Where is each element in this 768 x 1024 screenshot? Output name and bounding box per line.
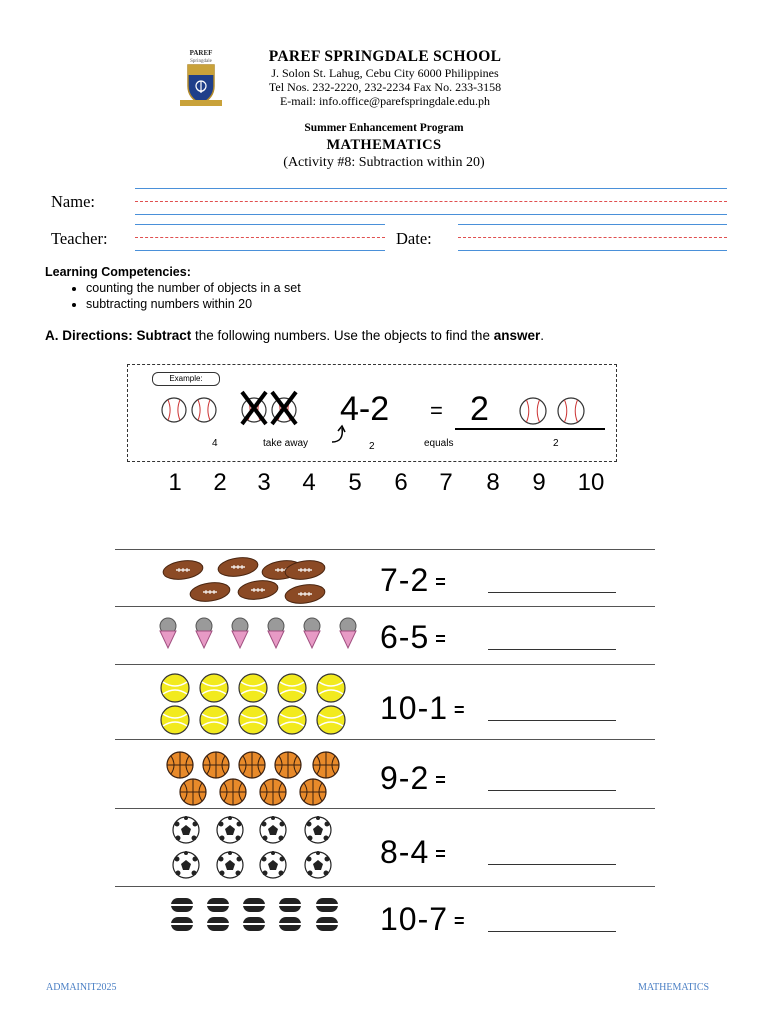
exercise-equation-wrap: [380, 690, 466, 727]
number-line-item: 1: [168, 469, 182, 496]
example-answer-line: [455, 428, 605, 430]
example-label-2-result: 2: [553, 438, 559, 449]
teacher-field[interactable]: [135, 237, 385, 238]
example-equation: 4-2: [340, 390, 390, 428]
exercise-equation: 10-7: [380, 901, 449, 937]
example-label-2: 2: [369, 441, 375, 452]
exercise-equals-sign: =: [435, 844, 447, 865]
exercise-equals-sign: =: [454, 700, 466, 721]
exercise-equals-sign: =: [435, 572, 447, 593]
answer-blank[interactable]: [488, 931, 616, 932]
example-tag: Example:: [152, 372, 220, 386]
exercise-equals-sign: =: [435, 629, 447, 650]
program-title: Summer Enhancement Program: [304, 122, 464, 134]
exercise-equation: 9-2: [380, 760, 430, 796]
exercise-equation-wrap: [380, 901, 466, 938]
exercise-equation: 10-1: [380, 690, 449, 726]
take-away-arrow-icon: [330, 424, 350, 446]
competencies-title: Learning Competencies:: [45, 265, 191, 279]
teacher-label: Teacher:: [51, 229, 108, 248]
name-label: Name:: [51, 192, 95, 211]
exercise-equation-wrap: [380, 562, 447, 599]
footer-code: ADMAINIT2025: [46, 982, 117, 993]
competency-item: • counting the number of objects in a set: [86, 280, 301, 296]
exercise-equation-wrap: [380, 619, 447, 656]
date-line-top: [458, 224, 727, 225]
exercise-equation: 8-4: [380, 834, 430, 870]
school-name: PAREF SPRINGDALE SCHOOL: [268, 48, 502, 65]
teacher-line-bottom: [135, 250, 385, 251]
number-line-item: 9: [532, 469, 546, 496]
name-field[interactable]: [135, 201, 727, 202]
directions-text: [45, 328, 544, 343]
name-line-top: [135, 188, 727, 189]
date-label: Date:: [396, 229, 432, 248]
number-line-item: 4: [302, 469, 316, 496]
exercise-equation: 7-2: [380, 562, 430, 598]
number-line-item: 7: [439, 469, 453, 496]
exercise-equals-sign: =: [454, 911, 466, 932]
school-email: E-mail: info.office@parefspringdale.edu.ph: [279, 94, 491, 108]
number-line-item: 8: [486, 469, 500, 496]
footer-subject: MATHEMATICS: [638, 982, 710, 993]
competencies-list: [66, 280, 301, 312]
example-result: 2: [470, 390, 489, 428]
answer-blank[interactable]: [488, 720, 616, 721]
answer-blank[interactable]: [488, 649, 616, 650]
answer-blank[interactable]: [488, 790, 616, 791]
example-result-baseballs: [515, 394, 595, 428]
competency-item: • subtracting numbers within 20: [86, 296, 301, 312]
date-field[interactable]: [458, 237, 727, 238]
number-line-item: 10: [577, 469, 605, 496]
example-label-equals: equals: [424, 438, 454, 449]
answer-blank[interactable]: [488, 864, 616, 865]
date-line-bottom: [458, 250, 727, 251]
directions-answer-word: answer: [493, 328, 541, 343]
name-line-bottom: [135, 214, 727, 215]
example-equals-sign: =: [430, 398, 443, 423]
number-line-item: 6: [394, 469, 408, 496]
exercise-equation: 6-5: [380, 619, 430, 655]
exercise-equation-wrap: [380, 760, 447, 797]
school-telephone: Tel Nos. 232-2220, 232-2234 Fax No. 233-3158: [268, 80, 502, 94]
example-baseballs: [160, 386, 310, 430]
number-line-item: 3: [257, 469, 271, 496]
svg-text:PAREF: PAREF: [189, 49, 213, 57]
subject-title: MATHEMATICS: [326, 137, 442, 153]
exercise-equals-sign: =: [435, 770, 447, 791]
activity-title: (Activity #8: Subtraction within 20): [283, 155, 485, 170]
example-label-4: 4: [212, 438, 218, 449]
exercise-equation-wrap: [380, 834, 447, 871]
number-line: [0, 469, 768, 499]
answer-blank[interactable]: [488, 592, 616, 593]
directions-middle: the following numbers. Use the objects to find the: [191, 328, 494, 343]
directions-prefix: A. Directions: Subtract: [45, 328, 192, 343]
school-logo: [170, 48, 232, 110]
number-line-item: 5: [348, 469, 362, 496]
teacher-line-top: [135, 224, 385, 225]
number-line-item: 2: [213, 469, 227, 496]
directions-end: .: [540, 328, 544, 343]
example-label-take-away: take away: [263, 438, 309, 449]
svg-text:Springdale: Springdale: [190, 59, 212, 64]
school-address: J. Solon St. Lahug, Cebu City 6000 Philippines: [271, 66, 499, 80]
